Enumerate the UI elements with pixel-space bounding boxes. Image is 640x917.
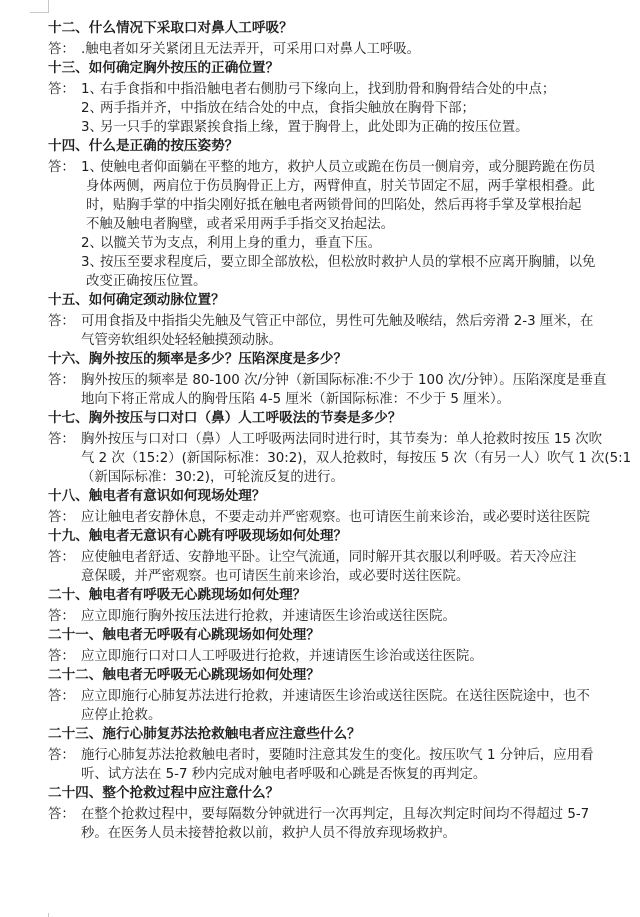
item-text-continued: 身体两侧，两肩位于伤员胸骨正上方，两臂伸直，肘关节固定不屈，两手掌根相叠。此 [86, 179, 595, 194]
question-heading: 十四、什么是正确的按压姿势？ [48, 138, 239, 154]
item-number: 1、 [81, 160, 103, 175]
answer-label: 答： [48, 42, 75, 57]
answer-text: 施行心肺复苏法抢救触电者时，要随时注意其发生的变化。按压吹气 1 分钟后，应用看 [81, 748, 594, 763]
item-number: 2、 [81, 236, 103, 251]
answer-line [48, 371, 640, 390]
answer-line [48, 607, 640, 626]
answer-label: 答： [48, 748, 75, 763]
answer-text: 应让触电者安静休息，不要走动并严密观察。也可请医生前来诊治，或必要时送往医院 [81, 510, 590, 525]
item-text-continued: 改变正确按压位置。 [86, 274, 207, 289]
answer-item [48, 234, 640, 253]
answer-line [48, 40, 640, 59]
question-heading: 二十、触电者有呼吸无心跳现场如何处理？ [48, 587, 307, 603]
answer-text-continued: 意保暖，并严密观察。也可请医生前来诊治，或必要时送往医院。 [81, 569, 470, 584]
qa-section-24 [48, 784, 640, 843]
answer-text: 应立即施行口对口人工呼吸进行抢救，并速请医生诊治或送往医院。 [81, 649, 483, 664]
answer-item [48, 80, 640, 99]
answer-line [48, 430, 640, 449]
answer-text-continued: 气管旁软组织处轻轻触摸颈动脉。 [81, 333, 282, 348]
item-text: 使触电者仰面躺在平整的地方，救护人员立或跪在伤员一侧肩旁，或分腿跨跪在伤员 [100, 160, 596, 175]
qa-section-20 [48, 586, 640, 626]
answer-label: 答： [48, 550, 75, 565]
qa-section-14 [48, 137, 640, 291]
answer-line [48, 647, 640, 666]
answer-text: 胸外按压的频率是 80-100 次/分钟（新国际标准:不少于 100 次/分钟）。压陷深度是垂直 [81, 373, 607, 388]
answer-line [48, 508, 640, 527]
answer-line [48, 312, 640, 331]
answer-text: 可用食指及中指指尖先触及气管正中部位，男性可先触及喉结，然后旁滑 2-3 厘米，在 [81, 314, 594, 329]
answer-text: 应立即施行心肺复苏法进行抢救，并速请医生诊治或送往医院。在送往医院途中，也不 [81, 689, 590, 704]
answer-label: 答： [48, 649, 75, 664]
answer-label: 答： [48, 609, 75, 624]
item-number: 3、 [81, 255, 103, 270]
question-heading: 二十三、施行心肺复苏法抢救触电者应注意些什么？ [48, 726, 361, 742]
item-text: 右手食指和中指沿触电者右侧肋弓下缘向上，找到肋骨和胸骨结合处的中点； [100, 82, 556, 97]
page-corner-mark [30, 0, 49, 13]
question-heading: 十六、胸外按压的频率是多少？压陷深度是多少？ [48, 351, 348, 367]
answer-label: 答： [48, 807, 75, 822]
qa-section-15 [48, 291, 640, 350]
question-heading: 二十二、触电者无呼吸无心跳现场如何处理？ [48, 667, 320, 683]
item-number: 3、 [81, 120, 103, 135]
answer-text: 胸外按压与口对口（鼻）人工呼吸两法同时进行时，其节奏为：单人抢救时按压 15 次吹 [81, 432, 603, 447]
answer-item [48, 118, 640, 137]
answer-label: 答： [48, 82, 75, 97]
item-number: 2、 [81, 101, 103, 116]
answer-text: 应立即施行胸外按压法进行抢救，并速请医生诊治或送往医院。 [81, 609, 456, 624]
qa-section-13 [48, 59, 640, 137]
qa-section-23 [48, 725, 640, 784]
qa-section-12 [48, 19, 640, 59]
answer-text-continued: 地向下将正常成人的胸骨压陷 4-5 厘米（新国际标准：不少于 5 厘米）。 [81, 392, 511, 407]
qa-section-19 [48, 527, 640, 586]
answer-label: 答： [48, 432, 75, 447]
answer-text-continued: 气 2 次（15:2）(新国际标准：30:2)，双人抢救时，每按压 5 次（有另一人）吹气 1 次(5:1 [81, 451, 632, 466]
question-heading: 十三、如何确定胸外按压的正确位置？ [48, 60, 280, 76]
question-heading: 十八、触电者有意识如何现场处理？ [48, 488, 266, 504]
answer-label: 答： [48, 160, 75, 175]
answer-line [48, 687, 640, 706]
answer-item [48, 253, 640, 272]
question-heading: 二十一、触电者无呼吸有心跳现场如何处理？ [48, 627, 320, 643]
question-heading: 二十四、整个抢救过程中应注意什么？ [48, 785, 280, 801]
answer-text: .触电者如牙关紧闭且无法弄开，可采用口对鼻人工呼吸。 [81, 42, 421, 57]
qa-section-22 [48, 666, 640, 725]
answer-line [48, 805, 640, 824]
answer-label: 答： [48, 689, 75, 704]
answer-line [48, 746, 640, 765]
answer-label: 答： [48, 373, 75, 388]
document-content [48, 19, 640, 843]
answer-text: 应使触电者舒适、安静地平卧。让空气流通，同时解开其衣服以利呼吸。若天冷应注 [81, 550, 577, 565]
answer-text: 在整个抢救过程中，要每隔数分钟就进行一次再判定，且每次判定时间均不得超过 5-7 [81, 807, 590, 822]
answer-line [48, 548, 640, 567]
item-text: 按压至要求程度后，要立即全部放松，但松放时救护人员的掌根不应离开胸脯，以免 [100, 255, 596, 270]
answer-text-continued: 听、试方法在 5-7 秒内完成对触电者呼吸和心跳是否恢复的再判定。 [81, 767, 487, 782]
qa-section-17 [48, 409, 640, 487]
answer-item [48, 99, 640, 118]
answer-text-continued: 秒。在医务人员未接替抢救以前，救护人员不得放弃现场救护。 [81, 826, 456, 841]
item-text: 另一只手的掌跟紧挨食指上缘，置于胸骨上，此处即为正确的按压位置。 [100, 120, 529, 135]
qa-section-16 [48, 350, 640, 409]
item-text: 两手指并齐，中指放在结合处的中点，食指尖触放在胸骨下部； [100, 101, 475, 116]
item-text: 以髋关节为支点，利用上身的重力，垂直下压。 [100, 236, 382, 251]
item-text-continued: 不触及触电者胸壁，或者采用两手手指交叉抬起法。 [86, 217, 394, 232]
answer-text-continued: 应停止抢救。 [81, 708, 162, 723]
answer-label: 答： [48, 510, 75, 525]
qa-section-18 [48, 487, 640, 527]
answer-label: 答： [48, 314, 75, 329]
answer-item [48, 158, 640, 177]
item-text-continued: 时，贴胸手掌的中指尖刚好抵在触电者两锁骨间的凹陷处，然后再将手掌及掌根抬起 [86, 198, 582, 213]
qa-section-21 [48, 626, 640, 666]
question-heading: 十七、胸外按压与口对口（鼻）人工呼吸法的节奏是多少？ [48, 410, 402, 426]
question-heading: 十二、什么情况下采取口对鼻人工呼吸？ [48, 20, 293, 36]
item-number: 1、 [81, 82, 103, 97]
question-heading: 十五、如何确定颈动脉位置？ [48, 292, 225, 308]
answer-text-continued: （新国际标准：30:2)，可轮流反复的进行。 [81, 470, 344, 485]
question-heading: 十九、触电者无意识有心跳有呼吸现场如何处理？ [48, 528, 348, 544]
page-bottom-mark [30, 913, 49, 917]
